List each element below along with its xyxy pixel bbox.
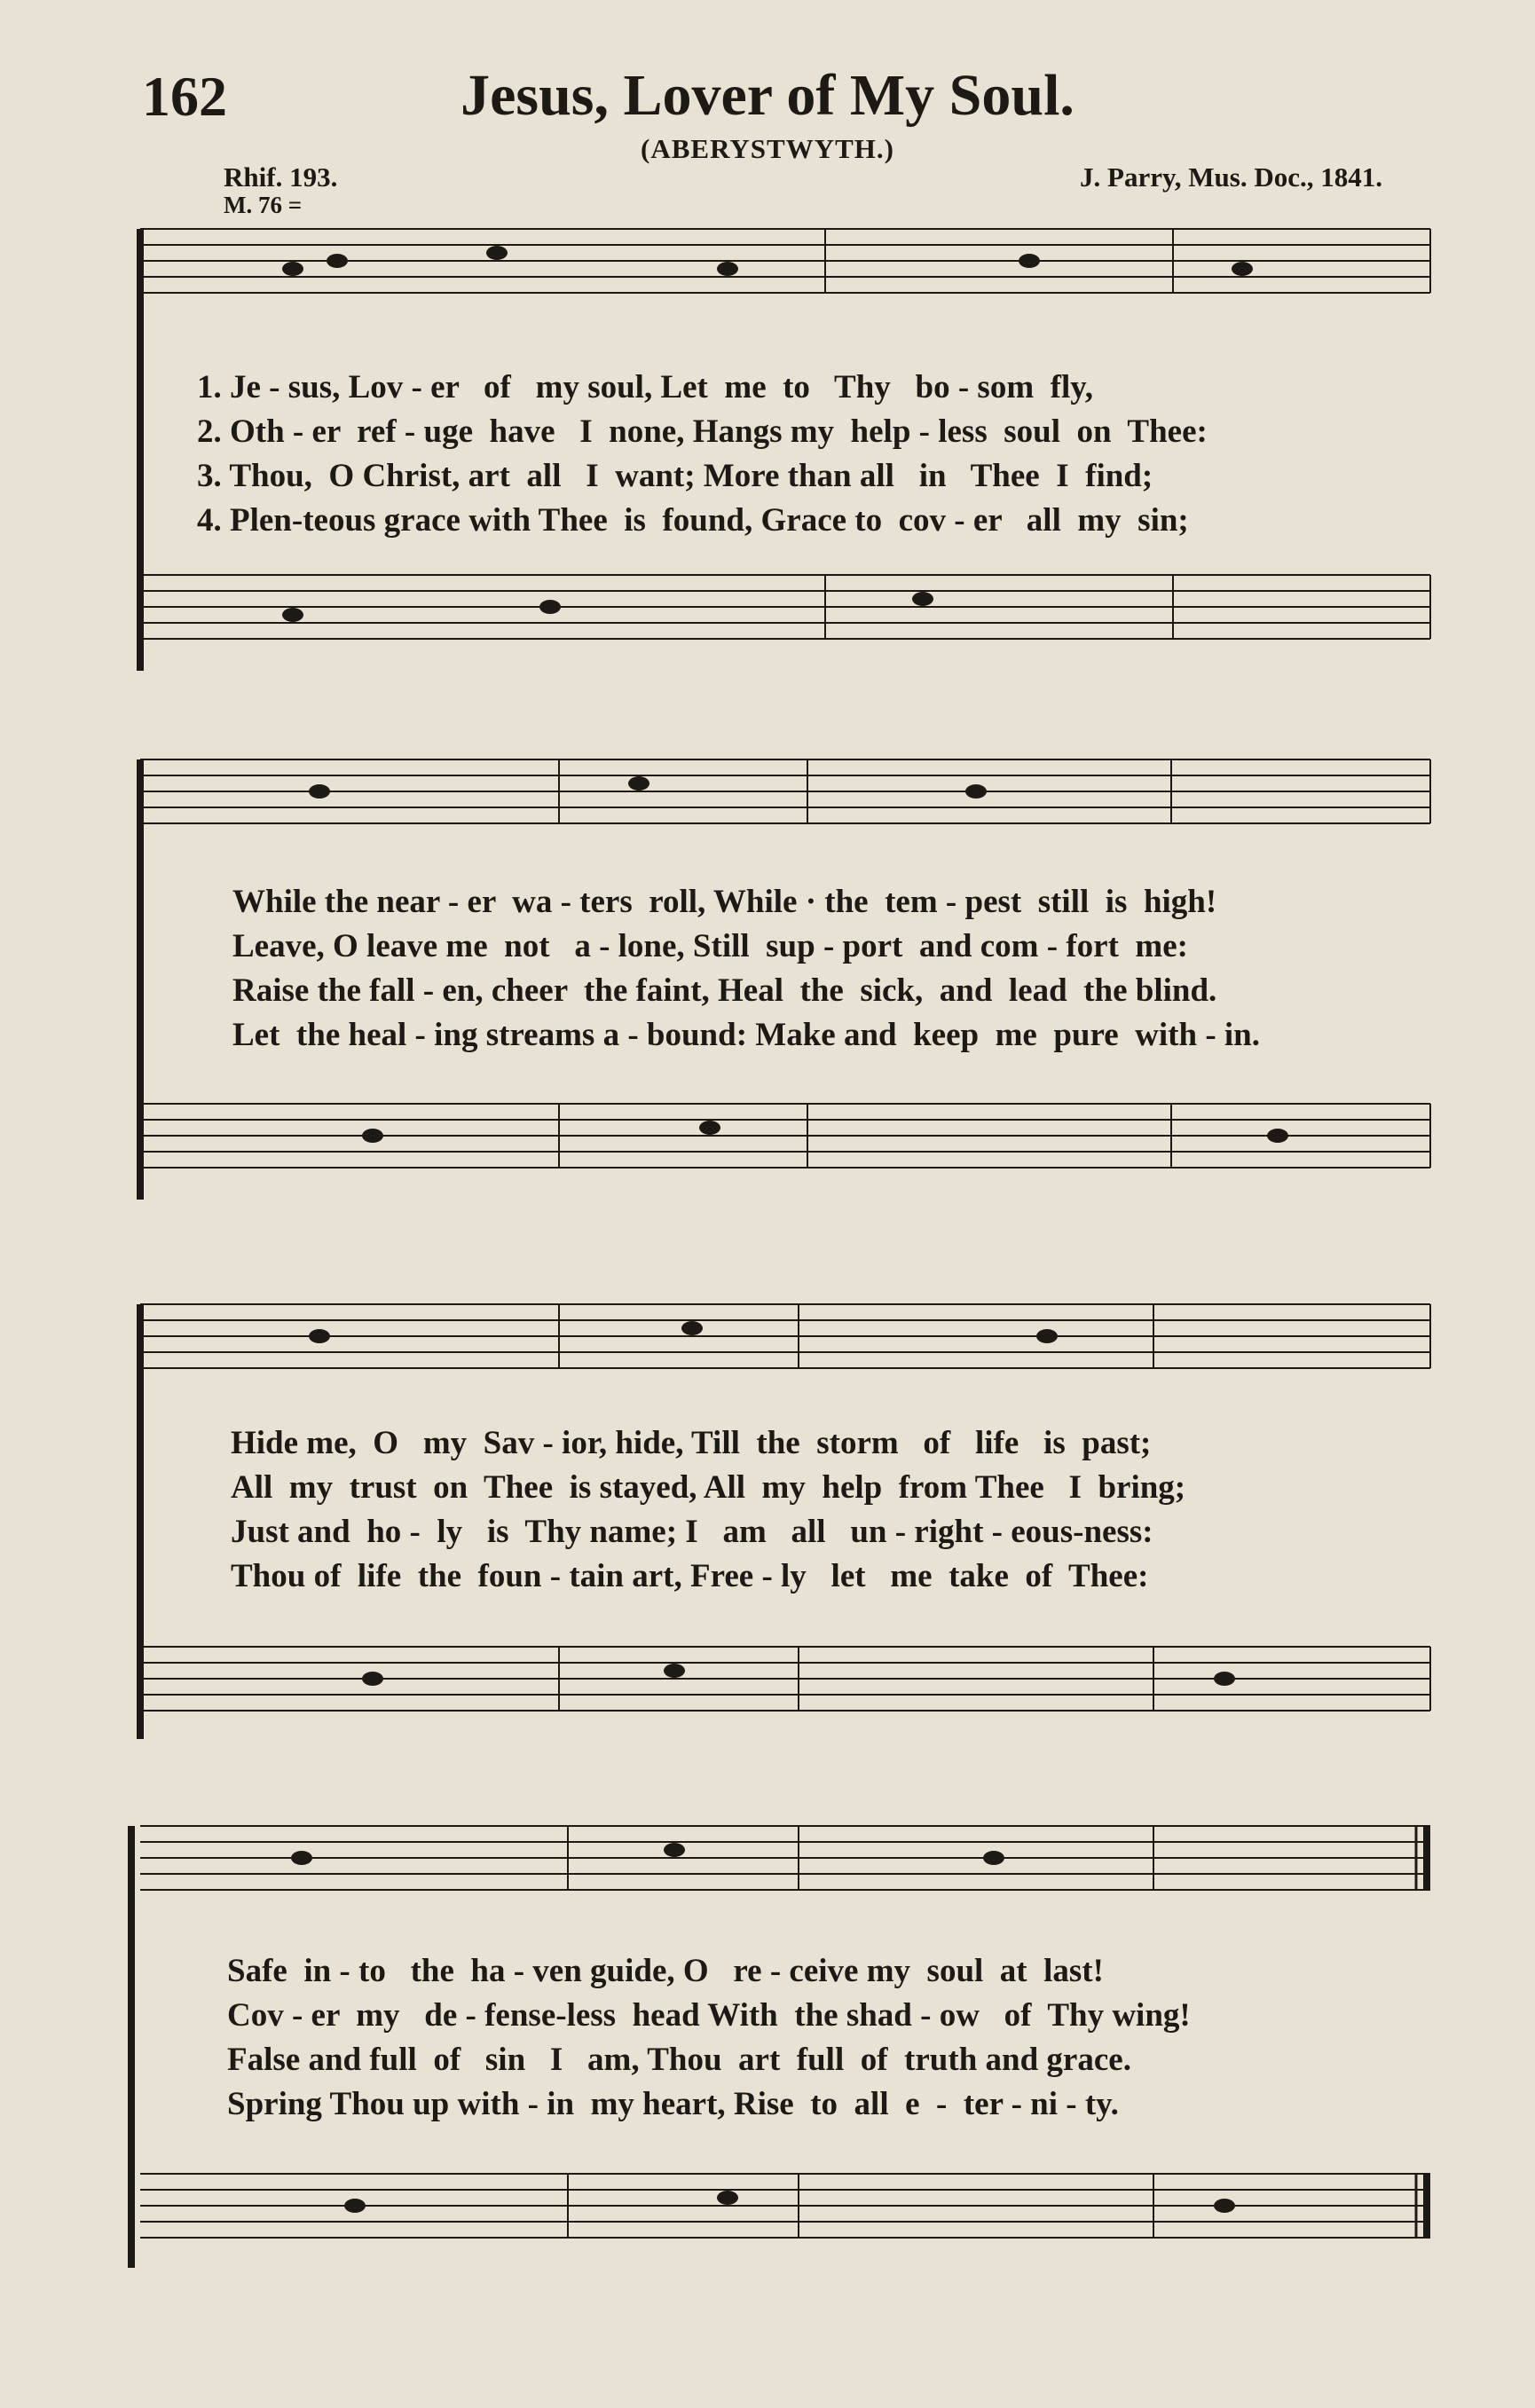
lyric-line: 2. Oth - er ref - uge have I none, Hangs my help - less soul on Thee:	[197, 413, 1208, 450]
composer-credit: J. Parry, Mus. Doc., 1841.	[1080, 161, 1382, 193]
lyric-line: Raise the fall - en, cheer the faint, Heal the sick, and lead the blind.	[232, 972, 1217, 1009]
system-1-bass-staff	[140, 575, 1430, 639]
lyric-line: All my trust on Thee is stayed, All my help from Thee I bring;	[231, 1469, 1186, 1506]
tune-name: (ABERYSTWYTH.)	[641, 133, 894, 164]
lyric-line: Cov - er my de - fense-less head With the shad - ow of Thy wing!	[227, 1997, 1191, 2034]
lyric-line: Spring Thou up with - in my heart, Rise to all e - ter - ni - ty.	[227, 2086, 1119, 2122]
noteheads	[282, 246, 1288, 2213]
hymn-reference: Rhif. 193.	[224, 161, 338, 193]
lyric-line: 4. Plen-teous grace with Thee is found, Grace to cov - er all my sin;	[197, 502, 1189, 539]
system-4-treble-staff	[140, 1826, 1430, 1890]
lyric-line: Leave, O leave me not a - lone, Still sup - port and com - fort me:	[232, 928, 1188, 964]
system-4-bass-staff	[140, 2174, 1430, 2238]
system-2-bass-staff	[140, 1104, 1430, 1168]
lyric-line: 1. Je - sus, Lov - er of my soul, Let me to Thy bo - som fly,	[197, 369, 1093, 405]
lyric-line: Let the heal - ing streams a - bound: Make and keep me pure with - in.	[232, 1017, 1261, 1053]
lyric-line: Thou of life the foun - tain art, Free - ly let me take of Thee:	[231, 1558, 1149, 1594]
system-3-treble-staff	[140, 1304, 1430, 1368]
lyric-line: Hide me, O my Sav - ior, hide, Till the storm of life is past;	[231, 1425, 1152, 1461]
lyric-line: 3. Thou, O Christ, art all I want; More than all in Thee I find;	[197, 458, 1153, 494]
metronome-mark: M. 76 =	[224, 192, 303, 218]
page-number: 162	[142, 65, 227, 128]
system-3-bass-staff	[140, 1647, 1430, 1711]
lyric-line: Safe in - to the ha - ven guide, O re - ceive my soul at last!	[227, 1953, 1104, 1989]
lyric-line: False and full of sin I am, Thou art full of truth and grace.	[227, 2042, 1131, 2078]
system-2-treble-staff	[140, 759, 1430, 823]
lyric-line: While the near - er wa - ters roll, While · the tem - pest still is high!	[232, 884, 1217, 920]
lyric-line: Just and ho - ly is Thy name; I am all un - right - eous-ness:	[231, 1514, 1153, 1550]
hymn-title: Jesus, Lover of My Soul.	[460, 63, 1074, 128]
